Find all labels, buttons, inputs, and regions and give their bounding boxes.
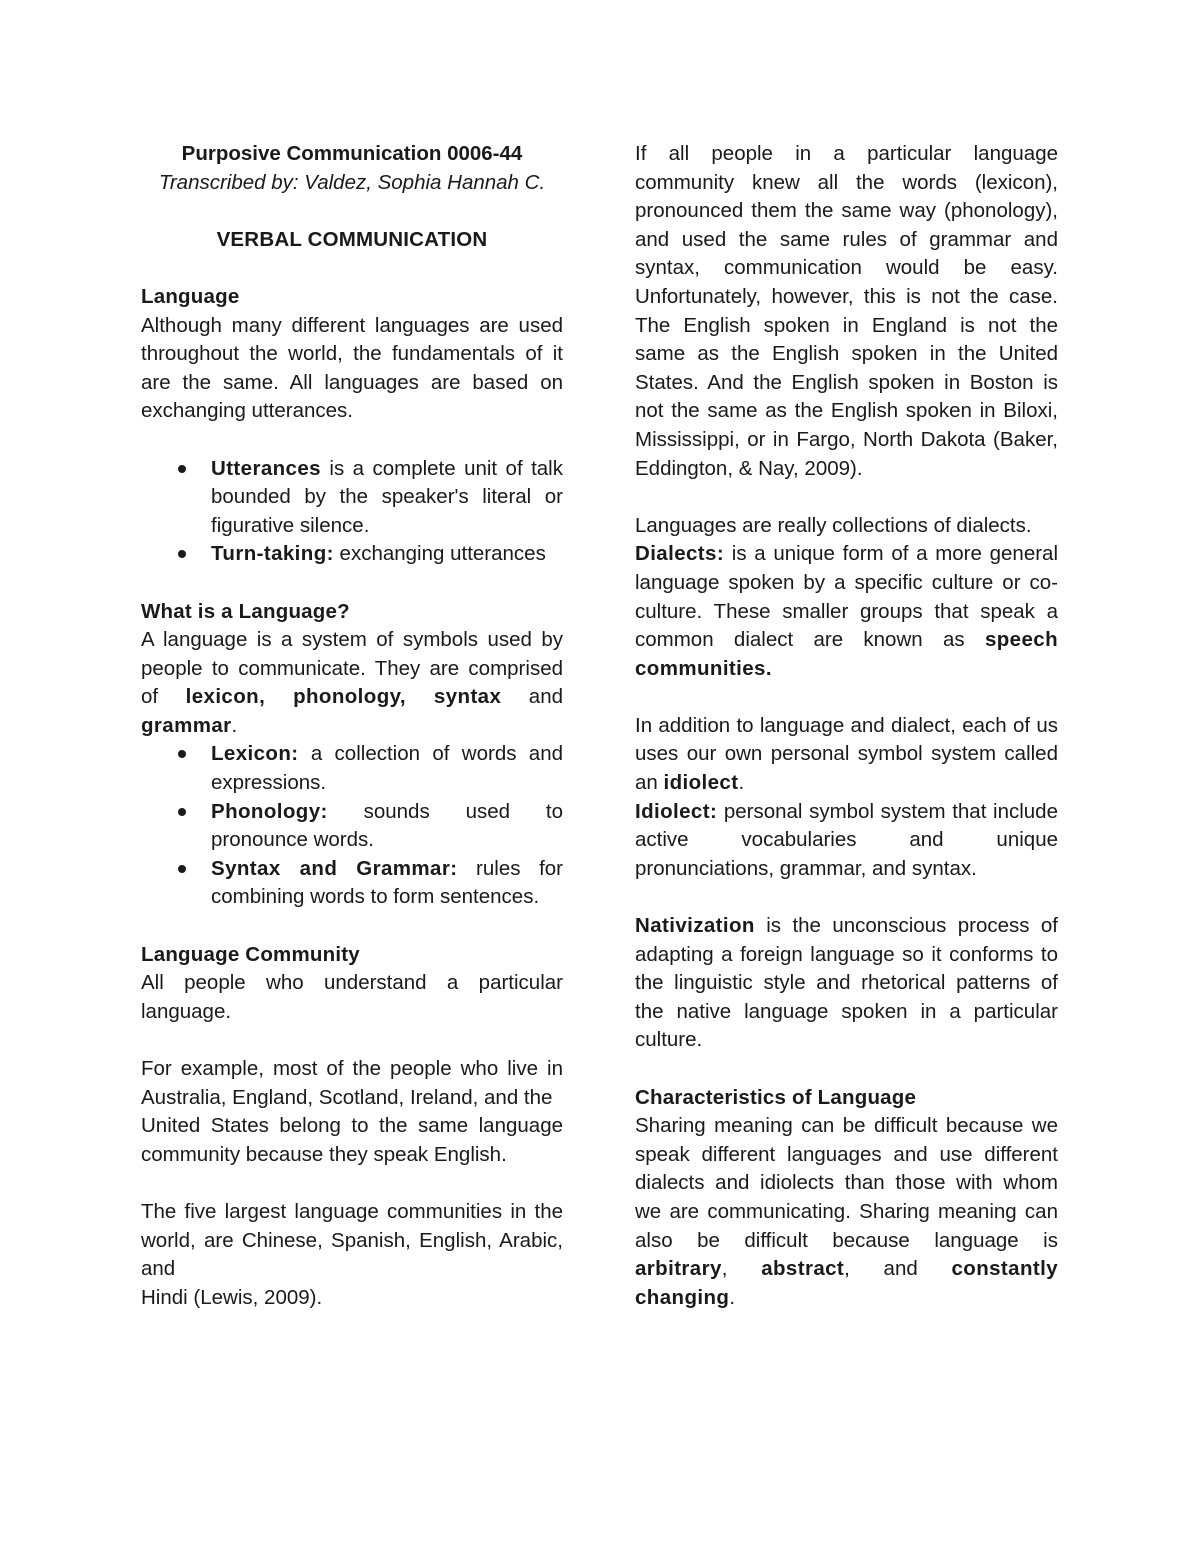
term: idiolect	[663, 771, 739, 795]
term: arbitrary	[635, 1257, 722, 1281]
idiolect-paragraph	[635, 712, 1058, 798]
text: , and	[844, 1257, 952, 1281]
example-paragraph: For example, most of the people who live in Australia, England, Scotland, Ireland, and the	[141, 1057, 563, 1109]
definition: sounds used to pronounce words.	[211, 799, 563, 852]
text: .	[738, 771, 745, 795]
transcriber-line: Transcribed by: Valdez, Sophia Hannah C.	[158, 170, 546, 194]
term: Syntax and Grammar:	[211, 856, 458, 880]
text: A language is a system of symbols used by people to communicate. They are comprised of	[141, 628, 563, 709]
bullet-icon	[178, 550, 186, 558]
text: Sharing meaning can be difficult because we speak different languages and use different dialects and idiolects than those with whom we are communicating. Sharing meaning can also be difficult because language is	[635, 1114, 1058, 1252]
what-is-language-paragraph	[141, 626, 563, 740]
text: In addition to language and dialect, each of us uses our own personal symbol system called an	[635, 713, 1058, 795]
text: is a unique form of a more general language spoken by a specific culture or co-culture. These smaller groups that speak a common dialect are known as	[635, 542, 1058, 652]
definition: rules for combining words to form sentences.	[211, 856, 563, 909]
characteristics-paragraph	[635, 1112, 1058, 1312]
language-bullet-list	[141, 455, 563, 569]
language-community-paragraph: All people who understand a particular language.	[141, 971, 563, 1023]
language-paragraph: Although many different languages are used throughout the world, the fundamentals of it are the same. All languages are based on exchanging utterances.	[141, 313, 563, 423]
largest-communities-paragraph: The five largest language communities in the world, are Chinese, Spanish, English, Arabic, and	[141, 1199, 563, 1281]
section-title: VERBAL COMMUNICATION	[216, 227, 488, 251]
term: grammar	[141, 713, 232, 737]
bullet-icon	[178, 808, 186, 816]
text: .	[231, 713, 238, 737]
left-column	[141, 140, 563, 1312]
components-bullet-list	[141, 740, 563, 912]
definition: is a complete unit of talk bounded by the speaker's literal or figurative silence.	[211, 456, 563, 537]
bullet-icon	[178, 865, 186, 873]
text: personal symbol system that include active vocabularies and unique pronunciations, grammar, and syntax.	[635, 799, 1058, 880]
bullet-icon	[178, 750, 186, 758]
text: is the unconscious process of adapting a foreign language so it conforms to the linguistic style and rhetorical patterns of the native language spoken in a particular culture.	[635, 914, 1058, 1052]
text: ,	[721, 1257, 762, 1281]
list-item	[141, 740, 563, 797]
term: Dialects:	[635, 542, 725, 566]
term: Lexicon:	[211, 742, 299, 766]
term: constantly changing	[635, 1257, 1058, 1309]
term: Turn-taking:	[211, 542, 334, 566]
list-item	[141, 798, 563, 855]
term: Phonology:	[211, 799, 328, 823]
list-item	[141, 540, 563, 569]
idiolect-definition	[635, 798, 1058, 884]
term: lexicon, phonology, syntax	[185, 685, 502, 709]
nativization-paragraph	[635, 912, 1058, 1055]
language-community-heading: Language Community	[141, 942, 360, 966]
example-paragraph-cont: United States belong to the same language community because they speak English.	[141, 1114, 563, 1166]
dialects-paragraph	[635, 540, 1058, 683]
text: .	[729, 1285, 736, 1309]
intro-paragraph: If all people in a particular language community knew all the words (lexicon), pronounced them the same way (phonology), and used the same rules of grammar and syntax, communication would be easy. Unfortunately, however, this is not the case. The English spoken in England is not the same as the English spoken in the United States. And the English spoken in Boston is not the same as the English spoken in Biloxi, Mississippi, or in Fargo, North Dakota (Baker, Eddington, & Nay, 2009).	[635, 142, 1058, 480]
definition: a collection of words and expressions.	[211, 742, 563, 795]
text: and	[501, 685, 564, 709]
term: speech communities.	[635, 628, 1058, 680]
term: Utterances	[211, 456, 321, 480]
term: Idiolect:	[635, 799, 718, 823]
document-title: Purposive Communication 0006-44	[181, 142, 523, 165]
characteristics-heading: Characteristics of Language	[635, 1085, 917, 1109]
list-item	[141, 855, 563, 912]
what-is-language-heading: What is a Language?	[141, 599, 350, 623]
largest-communities-citation: Hindi (Lewis, 2009).	[141, 1285, 323, 1309]
dialects-intro: Languages are really collections of dialects.	[635, 513, 1032, 537]
bullet-icon	[178, 465, 186, 473]
language-heading: Language	[141, 284, 240, 308]
definition: exchanging utterances	[333, 542, 546, 566]
term: abstract	[761, 1257, 845, 1281]
list-item	[141, 455, 563, 541]
term: Nativization	[635, 914, 755, 938]
right-column	[635, 140, 1058, 1312]
